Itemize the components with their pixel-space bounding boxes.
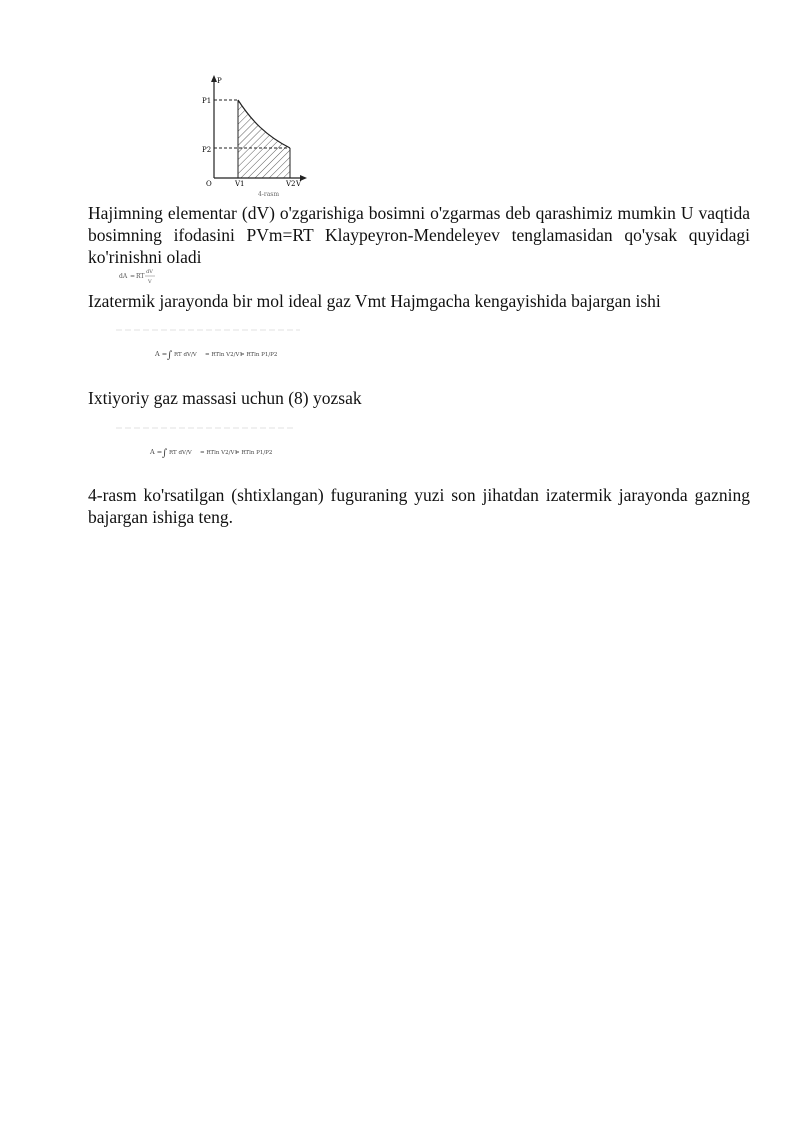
paragraph-3: Ixtiyoriy gaz massasi uchun (8) yozsak [88, 388, 362, 408]
formula-1 [118, 263, 178, 287]
formula2-mid: = RTln V2/V1 [205, 352, 243, 358]
paragraph-2: Izatermik jarayonda bir mol ideal gaz Vmt Hajmgacha kengayishida bajargan ishi [88, 291, 661, 311]
v1-label: V1 [235, 180, 245, 188]
formula1-lhs: dA [119, 273, 128, 280]
v2-label: V2 [286, 180, 296, 188]
formula-3 [110, 422, 310, 466]
formula1-coef: RT [136, 273, 145, 280]
formula1-num: dV [146, 269, 153, 275]
paragraph-1: Hajimning elementar (dV) o'zgarishiga bosimni o'zgarmas deb qarashimiz mumkin U vaqtida bosimning ifodasini PVm=RT Klaypeyron-Mendeleyev tenglamasidan qo'ysak quyidagi ko'rinishni oladi [88, 203, 750, 267]
formula-2 [110, 326, 310, 370]
paragraph-4: 4-rasm ko'rsatilgan (shtixlangan) fuguraning yuzi son jihatdan izatermik jarayonda gazning bajargan ishiga teng. [88, 485, 750, 527]
formula3-lhs: A = [150, 448, 163, 456]
origin-label: O [206, 180, 212, 188]
formula1-eq: = [130, 273, 136, 280]
formula2-integral: ∫ [167, 350, 173, 361]
p2-label: P2 [202, 146, 212, 154]
axis-p-label: P [217, 77, 222, 85]
formula2-end: = RTln P1/P2 [240, 352, 278, 358]
formula2-body: RT dV/V [174, 352, 197, 358]
formula3-mid: = RTln V2/V1 [200, 450, 238, 456]
formula3-end: = RTln P1/P2 [235, 450, 273, 456]
p1-label: P1 [202, 97, 212, 105]
axis-v-label: V [296, 180, 302, 188]
formula3-integral: ∫ [162, 448, 168, 459]
figure-caption: 4-rasm [258, 191, 280, 198]
pv-diagram [196, 74, 316, 200]
formula3-body: RT dV/V [169, 450, 192, 456]
formula2-lhs: A = [155, 350, 168, 358]
formula1-den: V [148, 279, 152, 285]
